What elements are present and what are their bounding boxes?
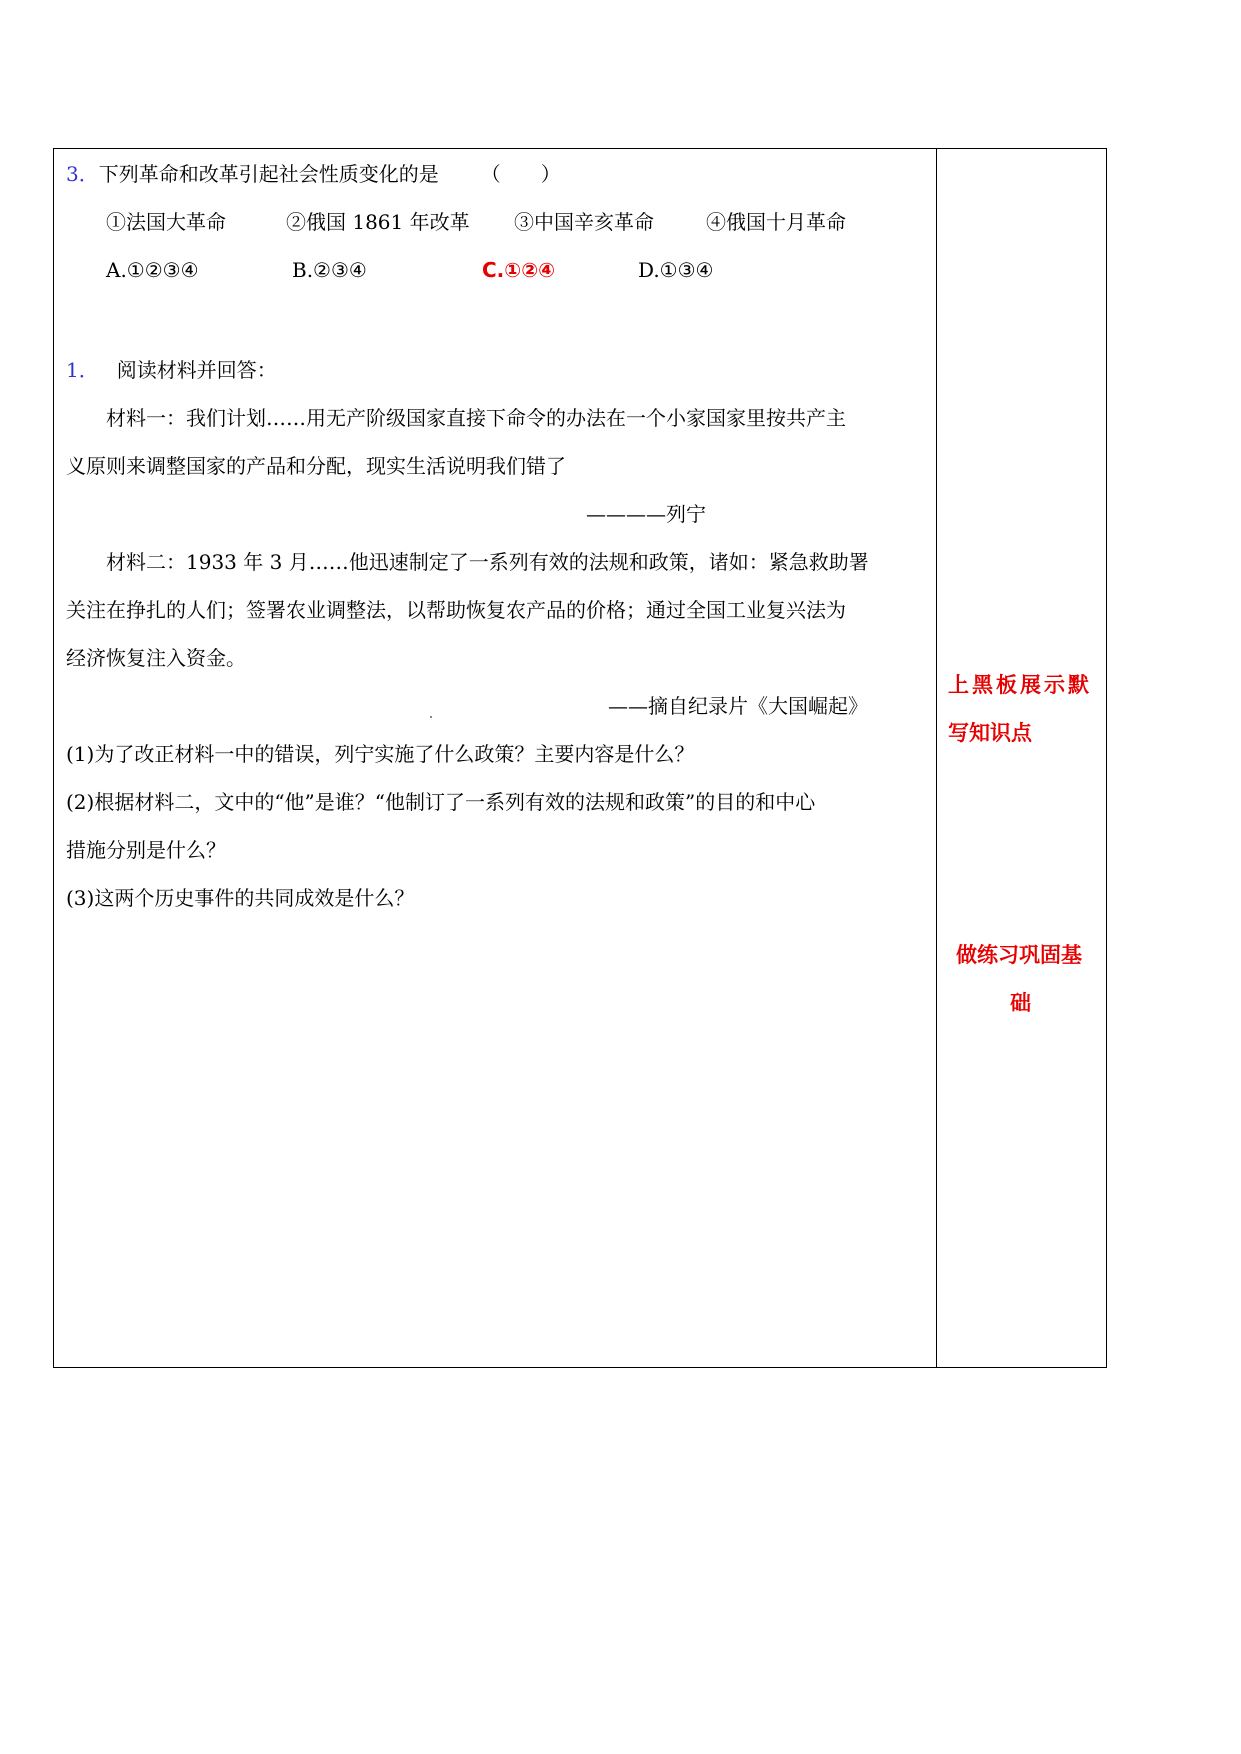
q1-sub-question-2-line2: 措施分别是什么？	[66, 838, 226, 862]
material2-line3: 经济恢复注入资金。	[66, 646, 246, 670]
material1-line2: 义原则来调整国家的产品和分配，现实生活说明我们错了	[66, 454, 566, 478]
side-note-practice-line1: 做练习巩固基	[956, 943, 1082, 967]
material2-source: ——摘自纪录片《大国崛起》	[608, 694, 868, 718]
q1-sub-question-3: (3)这两个历史事件的共同成效是什么？	[66, 886, 415, 910]
side-note-blackboard-line2: 写知识点	[948, 721, 1032, 745]
material2-line2: 关注在挣扎的人们；签署农业调整法，以帮助恢复农产品的价格；通过全国工业复兴法为	[66, 598, 846, 622]
q1-sub-question-1: (1)为了改正材料一中的错误，列宁实施了什么政策？主要内容是什么？	[66, 742, 695, 766]
q3-answer-paren: （ ）	[480, 162, 561, 186]
worksheet-table	[53, 148, 1107, 1368]
q3-options-line	[54, 255, 934, 285]
q3-stem: 下列革命和改革引起社会性质变化的是	[98, 162, 439, 186]
material1-source: ————列宁	[586, 502, 706, 526]
side-note-blackboard-line1: 上黑板展示默	[948, 673, 1092, 697]
q3-item-4: ④俄国十月革命	[706, 210, 846, 234]
q3-item-3: ③中国辛亥革命	[514, 210, 654, 234]
q3-number: 3．	[66, 162, 99, 186]
q3-option-b: B.②③④	[292, 258, 367, 282]
q1-number: 1．	[66, 358, 99, 382]
q3-option-c-answer: C.①②④	[482, 258, 556, 282]
side-note-practice-line2: 础	[1010, 991, 1031, 1015]
q3-item-1: ①法国大革命	[106, 210, 226, 234]
q1-stem: 阅读材料并回答：	[116, 358, 277, 382]
content-cell	[54, 149, 936, 1367]
column-divider	[936, 149, 937, 1367]
q3-stem-line	[66, 159, 561, 189]
q3-items-line	[54, 207, 934, 237]
material2-line1: 材料二：1933 年 3 月……他迅速制定了一系列有效的法规和政策，诸如：紧急救助署	[106, 550, 869, 574]
stray-mark	[430, 716, 432, 718]
q1-sub-question-2-line1: (2)根据材料二，文中的“他”是谁？“他制订了一系列有效的法规和政策”的目的和中心	[66, 790, 816, 814]
q3-option-d: D.①③④	[638, 258, 714, 282]
q1-stem-line	[66, 355, 277, 385]
material1-line1: 材料一：我们计划……用无产阶级国家直接下命令的办法在一个小家国家里按共产主	[106, 406, 846, 430]
notes-cell	[938, 149, 1106, 1367]
q3-option-a: A.①②③④	[106, 258, 199, 282]
q3-item-2: ②俄国 1861 年改革	[286, 210, 470, 234]
